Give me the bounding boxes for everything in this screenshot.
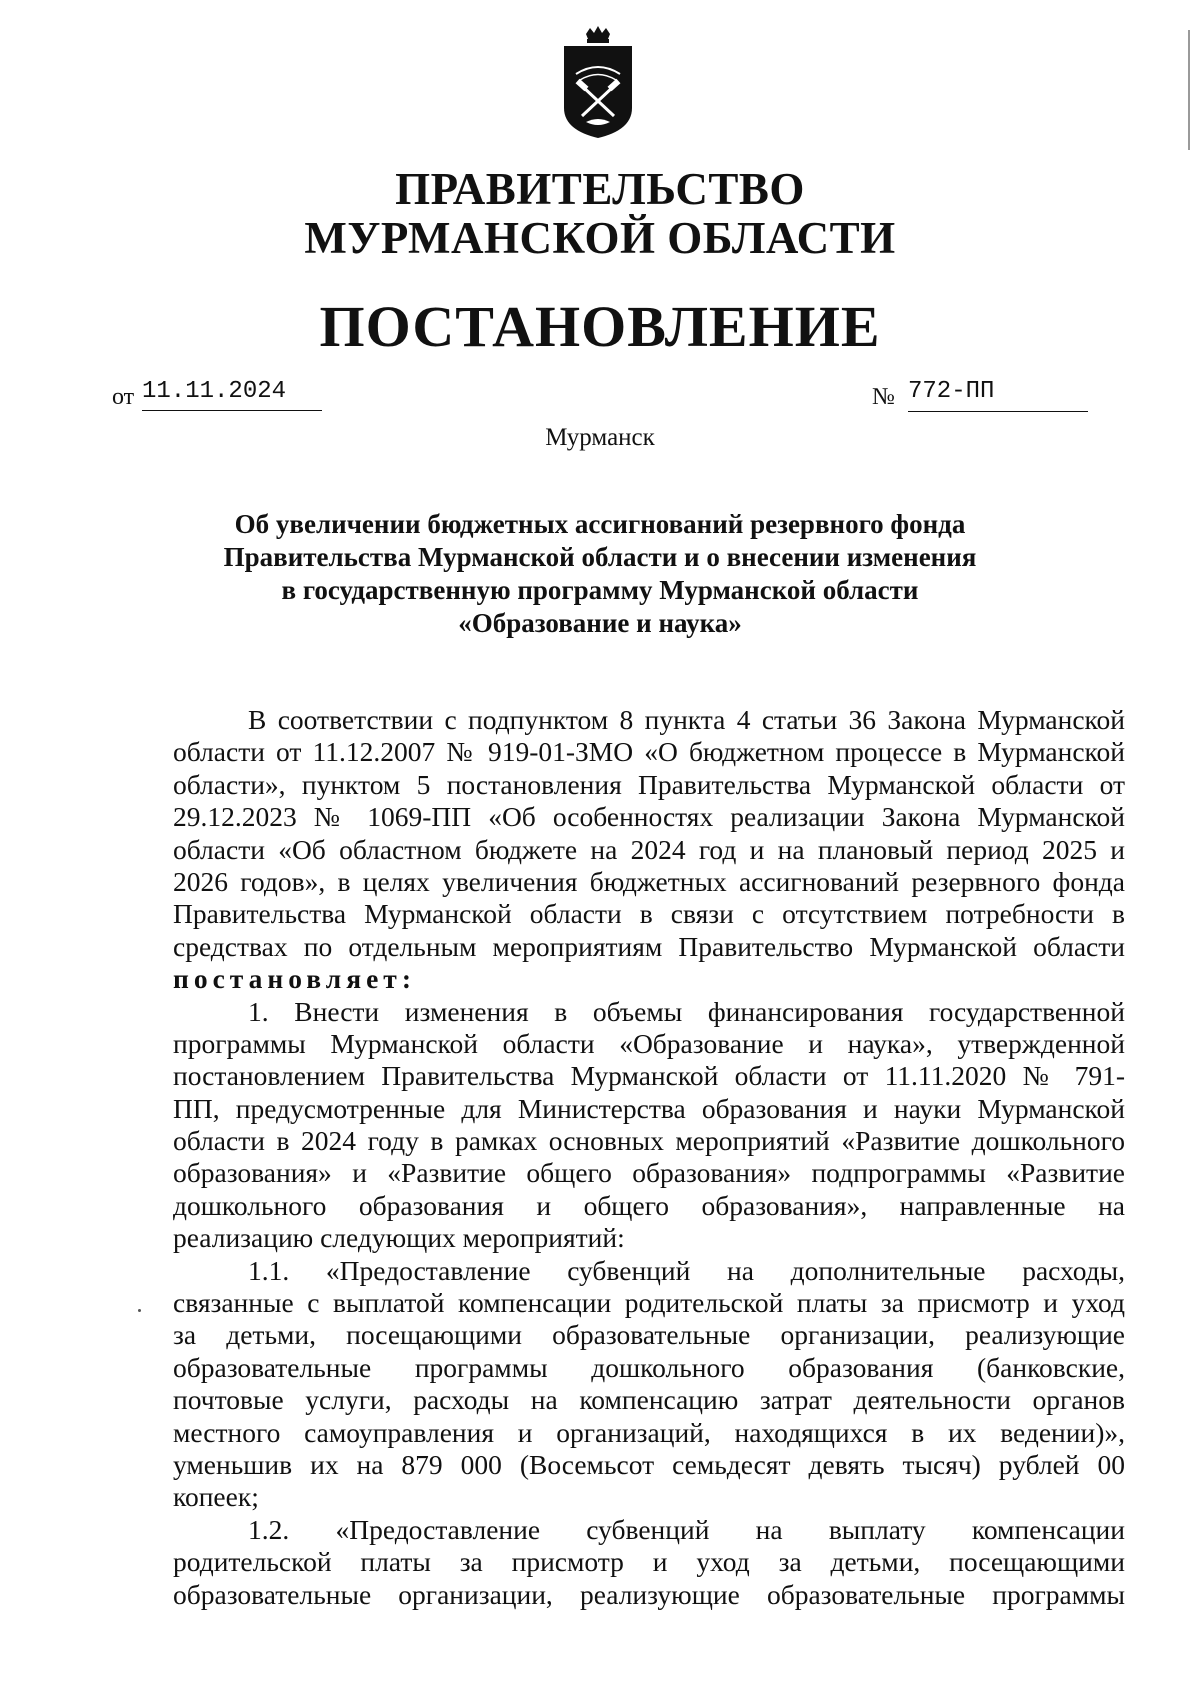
date-prefix: от [112,384,135,410]
title-line: «Образование и наука» [458,608,742,638]
body-line: реализацию следующих мероприятий: [173,1222,625,1254]
scan-edge-mark [1188,30,1190,150]
title-line: Об увеличении бюджетных ассигнований резервного фонда [234,509,966,539]
document-body [173,704,1125,1611]
number-prefix: № [872,384,895,410]
body-line: дошкольного образования и общего образования», направленные на [173,1189,1125,1221]
number-value: 772-ПП [908,378,995,405]
body-line: уменьшив их на 879 000 (Восемьсот семьдесят девять тысяч) рублей 00 [173,1448,1125,1480]
body-line: образовательные программы дошкольного образования (банковские, [173,1351,1125,1383]
body-line: за детьми, посещающими образовательные организации, реализующие [173,1319,1125,1351]
body-line: постановлением Правительства Мурманской области от 11.11.2020 № 791- [173,1060,1125,1092]
body-line: 1. Внести изменения в объемы финансирования государственной [248,995,1125,1027]
body-line: ПП, предусмотренные для Министерства образования и науки Мурманской [173,1092,1125,1124]
murmansk-coat-of-arms-icon [556,24,640,140]
document-date [112,378,322,412]
body-line: родительской платы за присмотр и уход за детьми, посещающими [173,1546,1125,1578]
city-name: Мурманск [545,424,655,451]
body-line: программы Мурманской области «Образование и наука», утвержденной [173,1027,1125,1059]
document-type: ПОСТАНОВЛЕНИЕ [319,294,881,359]
body-line: области от 11.12.2007 № 919-01-ЗМО «О бюджетном процессе в Мурманской [173,736,1125,768]
resolves-word: постановляет: [173,963,416,995]
date-underline [142,410,322,411]
body-line: 1.2. «Предоставление субвенций на выплату компенсации [248,1513,1125,1545]
body-line: 1.1. «Предоставление субвенций на дополнительные расходы, [248,1254,1125,1286]
body-line: средствах по отдельным мероприятиям Правительство Мурманской области [173,930,1125,962]
body-line: местного самоуправления и организаций, находящихся в их ведении)», [173,1416,1125,1448]
date-value: 11.11.2024 [142,378,287,405]
body-line: Правительства Мурманской области в связи с отсутствием потребности в [173,898,1125,930]
title-line: в государственную программу Мурманской области [281,575,919,605]
body-line: области «Об областном бюджете на 2024 год и на плановый период 2025 и [173,833,1125,865]
body-line-resolves [173,963,1125,995]
body-line: 2026 годов», в целях увеличения бюджетных ассигнований резервного фонда [173,865,1125,897]
document-number [872,378,1092,412]
body-line: почтовые услуги, расходы на компенсацию затрат деятельности органов [173,1384,1125,1416]
title-line: Правительства Мурманской области и о внесении изменения [223,542,977,572]
org-name-line-1: ПРАВИТЕЛЬСТВО [395,164,805,214]
body-line: области», пунктом 5 постановления Правительства Мурманской области от [173,768,1125,800]
scan-speck [138,1309,141,1312]
body-line: копеек; [173,1481,259,1513]
document-title [150,508,1050,640]
body-line: связанные с выплатой компенсации родительской платы за присмотр и уход [173,1287,1125,1319]
body-line: образования» и «Развитие общего образования» подпрограммы «Развитие [173,1157,1125,1189]
body-line: 29.12.2023 № 1069-ПП «Об особенностях реализации Закона Мурманской [173,801,1125,833]
org-name-line-2: МУРМАНСКОЙ ОБЛАСТИ [304,213,896,263]
body-line: образовательные организации, реализующие образовательные программы [173,1578,1125,1610]
body-line: В соответствии с подпунктом 8 пункта 4 статьи 36 Закона Мурманской [248,704,1125,735]
number-underline [908,411,1088,412]
body-line: области в 2024 году в рамках основных мероприятий «Развитие дошкольного [173,1125,1125,1157]
